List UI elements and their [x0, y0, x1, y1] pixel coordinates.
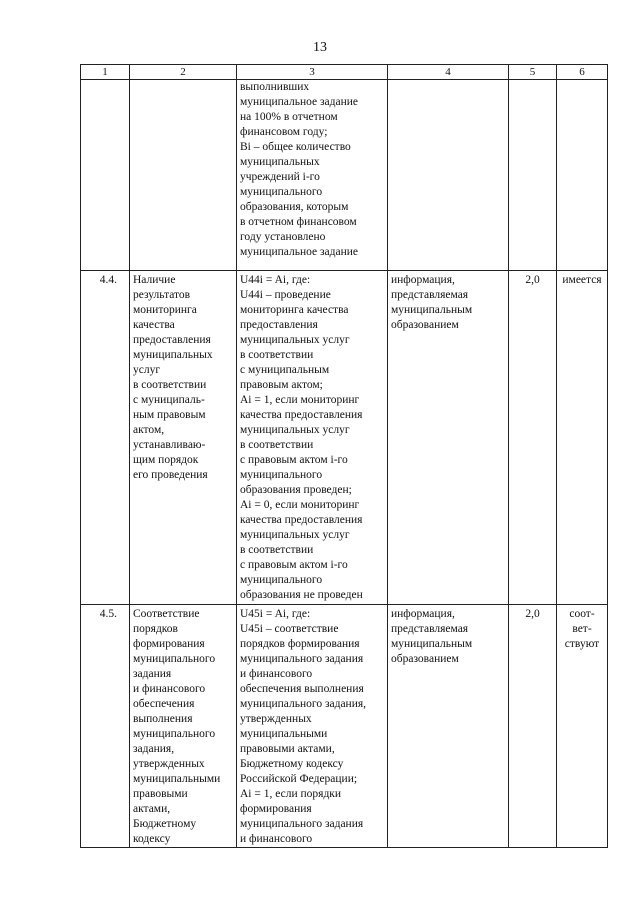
value-text: [560, 273, 604, 288]
cell-value: [557, 80, 608, 271]
text-line: муниципальное задание: [240, 96, 359, 108]
text-line: щим порядок: [133, 454, 199, 466]
text-line: утвержденных: [133, 758, 205, 770]
text-line: порядков формирования: [240, 638, 360, 650]
text-line: и финансового: [240, 668, 313, 680]
text-line: на 100% в отчетном: [240, 111, 338, 123]
text-line: Бюджетному кодексу: [240, 758, 344, 770]
text-line: порядков: [133, 623, 178, 635]
text-line: Ai = 1, если порядки: [240, 788, 342, 800]
text-line: Ai = 1, если мониторинг: [240, 394, 360, 406]
text-line: муниципального задания,: [240, 698, 367, 710]
text-line: U44i – проведение: [240, 289, 331, 301]
cell-source: [388, 605, 509, 848]
text-line: правовыми: [133, 788, 188, 800]
text-line: с правовым актом i-го: [240, 559, 348, 571]
text-line: муниципального: [240, 574, 323, 586]
text-line: правовыми актами,: [240, 743, 335, 755]
text-line: информация,: [391, 608, 455, 620]
text-line: U45i = Ai, где:: [240, 608, 311, 620]
cell-number: [81, 80, 130, 271]
cell-number: 4.5.: [81, 605, 130, 848]
text-line: предоставления: [240, 319, 318, 331]
source-text: [391, 273, 505, 333]
indicator-name: [133, 273, 233, 483]
text-line: муниципальными: [133, 773, 221, 785]
text-line: образования не проведен: [240, 589, 363, 601]
text-line: с муниципальным: [240, 364, 330, 376]
column-header: 3: [237, 65, 388, 80]
text-line: Бюджетному: [133, 818, 197, 830]
text-line: и финансового: [240, 833, 313, 845]
text-line: финансовом году;: [240, 126, 328, 138]
formula-text: [240, 273, 384, 603]
text-line: муниципального: [240, 186, 323, 198]
text-line: формирования: [133, 638, 205, 650]
column-header: 5: [509, 65, 557, 80]
text-line: Соответствие: [133, 608, 200, 620]
text-line: правовым актом;: [240, 379, 323, 391]
table-header-row: [81, 65, 608, 80]
text-line: задания: [133, 668, 172, 680]
text-line: представляемая: [391, 289, 469, 301]
cell-source: [388, 271, 509, 605]
cell-formula: [237, 605, 388, 848]
text-line: и финансового: [133, 683, 206, 695]
text-line: образования проведен;: [240, 484, 352, 496]
text-line: муниципального: [133, 728, 216, 740]
text-line: Bi – общее количество: [240, 141, 351, 153]
text-line: учреждений i-го: [240, 171, 320, 183]
text-line: муниципальных услуг: [240, 334, 350, 346]
table-row-4-4: [81, 271, 608, 605]
text-line: муниципальными: [240, 728, 328, 740]
cell-value: [557, 605, 608, 848]
cell-value: [557, 271, 608, 605]
text-line: муниципального задания: [240, 653, 364, 665]
text-line: формирования: [240, 803, 312, 815]
text-line: результатов: [133, 289, 191, 301]
text-line: его проведения: [133, 469, 208, 481]
text-line: с правовым актом i-го: [240, 454, 348, 466]
text-line: актами,: [133, 803, 171, 815]
text-line: образованием: [391, 319, 459, 331]
text-line: устанавливаю-: [133, 439, 206, 451]
text-line: предоставления: [133, 334, 211, 346]
text-line: обеспечения: [133, 698, 195, 710]
text-line: выполнения: [133, 713, 193, 725]
text-line: муниципального: [133, 653, 216, 665]
text-line: в соответствии: [133, 379, 207, 391]
value-text: [560, 607, 604, 652]
formula-text: [240, 80, 384, 260]
text-line: муниципального: [240, 469, 323, 481]
text-line: вет-: [572, 623, 592, 635]
text-line: году установлено: [240, 231, 326, 243]
text-line: Российской Федерации;: [240, 773, 358, 785]
text-line: качества предоставления: [240, 409, 363, 421]
text-line: U44i = Ai, где:: [240, 274, 311, 286]
cell-name: [130, 605, 237, 848]
cell-weight: [509, 80, 557, 271]
column-header: 4: [388, 65, 509, 80]
text-line: актом,: [133, 424, 165, 436]
cell-weight: 2,0: [509, 605, 557, 848]
text-line: задания,: [133, 743, 175, 755]
table-row-4-5: [81, 605, 608, 848]
text-line: U45i – соответствие: [240, 623, 339, 635]
text-line: кодексу: [133, 833, 171, 845]
cell-source: [388, 80, 509, 271]
text-line: качества предоставления: [240, 514, 363, 526]
table-row-continuation: [81, 80, 608, 271]
text-line: в отчетном финансовом: [240, 216, 357, 228]
text-line: Ai = 0, если мониторинг: [240, 499, 360, 511]
text-line: представляемая: [391, 623, 469, 635]
criteria-table: [80, 64, 608, 848]
cell-name: [130, 271, 237, 605]
text-line: утвержденных: [240, 713, 312, 725]
text-line: информация,: [391, 274, 455, 286]
text-line: муниципальных: [240, 156, 320, 168]
text-line: образованием: [391, 653, 459, 665]
formula-text: [240, 607, 384, 847]
text-line: качества: [133, 319, 175, 331]
cell-formula: [237, 271, 388, 605]
text-line: обеспечения выполнения: [240, 683, 364, 695]
cell-number: 4.4.: [81, 271, 130, 605]
column-header: 1: [81, 65, 130, 80]
text-line: муниципального задания: [240, 818, 364, 830]
text-line: ствуют: [564, 638, 600, 650]
cell-name: [130, 80, 237, 271]
cell-weight: 2,0: [509, 271, 557, 605]
text-line: муниципальным: [391, 638, 473, 650]
source-text: [391, 607, 505, 667]
column-header: 2: [130, 65, 237, 80]
text-line: Наличие: [133, 274, 176, 286]
text-line: образования, которым: [240, 201, 349, 213]
text-line: услуг: [133, 364, 161, 376]
column-header: 6: [557, 65, 608, 80]
text-line: муниципальных услуг: [240, 529, 350, 541]
text-line: в соответствии: [240, 439, 314, 451]
text-line: имеется: [562, 274, 602, 286]
text-line: муниципальным: [391, 304, 473, 316]
text-line: муниципальное задание: [240, 246, 359, 258]
text-line: соот-: [569, 608, 595, 620]
text-line: выполнивших: [240, 81, 310, 93]
text-line: муниципальных услуг: [240, 424, 350, 436]
text-line: ным правовым: [133, 409, 206, 421]
page-number: 13: [313, 40, 327, 55]
text-line: с муниципаль-: [133, 394, 205, 406]
indicator-name: [133, 607, 233, 847]
text-line: муниципальных: [133, 349, 213, 361]
text-line: мониторинга качества: [240, 304, 349, 316]
cell-formula: [237, 80, 388, 271]
text-line: в соответствии: [240, 349, 314, 361]
text-line: мониторинга: [133, 304, 197, 316]
text-line: в соответствии: [240, 544, 314, 556]
